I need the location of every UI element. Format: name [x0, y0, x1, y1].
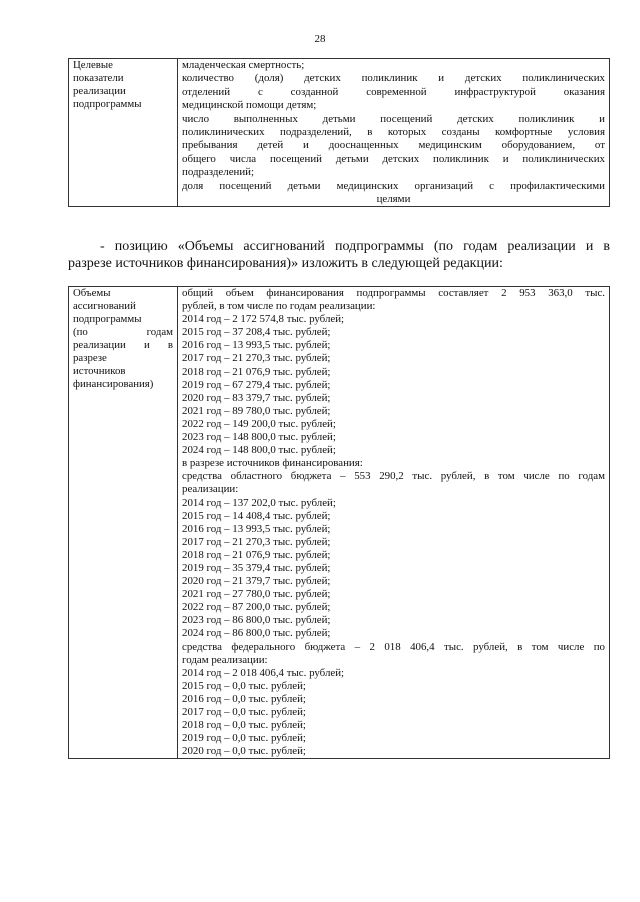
- funding-line: 2014 год – 2 172 574,8 тыс. рублей;: [182, 313, 345, 326]
- indicator-line: доля посещений детьми медицинских организаций с профилактическими: [182, 179, 605, 192]
- funding-line: 2020 год – 21 379,7 тыс. рублей;: [182, 575, 331, 588]
- indicator-line: отделений с созданной современной инфраструктурой оказания: [182, 85, 605, 98]
- funding-line: 2014 год – 137 202,0 тыс. рублей;: [182, 496, 336, 509]
- paragraph-line: разрезе источников финансирования)» изложить в следующей редакции:: [68, 256, 503, 271]
- funding-line: 2017 год – 0,0 тыс. рублей;: [182, 706, 306, 718]
- funding-line: общий объем финансирования подпрограммы составляет 2 953 363,0 тыс.: [182, 287, 605, 299]
- funding-line: 2018 год – 0,0 тыс. рублей;: [182, 719, 306, 732]
- target-indicators-content-cell: [178, 59, 610, 207]
- funding-line: 2019 год – 0,0 тыс. рублей;: [182, 732, 306, 745]
- funding-line: годам реализации:: [182, 653, 268, 666]
- funding-line: 2016 год – 13 993,5 тыс. рублей;: [182, 339, 331, 352]
- funding-line: 2024 год – 86 800,0 тыс. рублей;: [182, 627, 331, 640]
- funding-line: 2023 год – 86 800,0 тыс. рублей;: [182, 614, 331, 627]
- funding-line: 2020 год – 83 379,7 тыс. рублей;: [182, 391, 331, 404]
- indicator-line: поликлинических подразделений, в которых созданы комфортные условия: [182, 126, 605, 139]
- funding-volumes-content-cell: [178, 287, 610, 759]
- label-line: реализации: [73, 85, 126, 97]
- indicator-line: общего числа посещений детьми детских поликлиник и поликлинических: [182, 152, 605, 165]
- label-line: реализации и в: [73, 339, 173, 351]
- target-indicators-row: [69, 59, 610, 207]
- funding-line: 2022 год – 149 200,0 тыс. рублей;: [182, 417, 336, 430]
- label-line: подпрограммы: [73, 313, 142, 325]
- indicator-line: количество (доля) детских поликлиник и детских поликлинических: [182, 72, 605, 85]
- indicator-line: медицинской помощи детям;: [182, 99, 317, 112]
- funding-volumes-label-cell: [69, 287, 178, 759]
- label-line: показатели: [73, 72, 124, 84]
- funding-line: 2022 год – 87 200,0 тыс. рублей;: [182, 601, 331, 614]
- funding-line: 2015 год – 14 408,4 тыс. рублей;: [182, 509, 331, 522]
- funding-line: 2018 год – 21 076,9 тыс. рублей;: [182, 548, 331, 561]
- label-line: разрезе: [73, 352, 107, 364]
- funding-line: средства федерального бюджета – 2 018 406,4 тыс. рублей, в том числе по: [182, 640, 605, 653]
- funding-line: 2018 год – 21 076,9 тыс. рублей;: [182, 365, 331, 378]
- target-indicators-label-cell: [69, 59, 178, 207]
- funding-line: 2016 год – 13 993,5 тыс. рублей;: [182, 522, 331, 535]
- indicator-line: число выполненных детьми посещений детских поликлиник и: [182, 112, 605, 125]
- funding-line: 2023 год – 148 800,0 тыс. рублей;: [182, 431, 336, 444]
- indicator-line: подразделений;: [182, 166, 255, 179]
- funding-line: 2015 год – 0,0 тыс. рублей;: [182, 679, 306, 692]
- funding-line: 2024 год – 148 800,0 тыс. рублей;: [182, 444, 336, 457]
- label-line: источников: [73, 365, 126, 377]
- label-line: (по годам: [73, 326, 173, 338]
- funding-line: 2017 год – 21 270,3 тыс. рублей;: [182, 352, 331, 365]
- funding-line: 2021 год – 89 780,0 тыс. рублей;: [182, 404, 331, 417]
- funding-line: 2017 год – 21 270,3 тыс. рублей;: [182, 535, 331, 548]
- funding-volumes-row: [69, 287, 610, 759]
- funding-line: рублей, в том числе по годам реализации:: [182, 300, 376, 313]
- funding-line: 2014 год – 2 018 406,4 тыс. рублей;: [182, 666, 345, 679]
- funding-line: 2019 год – 35 379,4 тыс. рублей;: [182, 561, 331, 574]
- target-indicators-table: [68, 58, 610, 207]
- label-line: ассигнований: [73, 300, 136, 312]
- label-line: Объемы: [73, 287, 111, 299]
- funding-line: реализации:: [182, 483, 239, 496]
- funding-line: 2015 год – 37 208,4 тыс. рублей;: [182, 326, 331, 339]
- label-line: подпрограммы: [73, 98, 142, 110]
- paragraph-line: - позицию «Объемы ассигнований подпрограммы (по годам реализации и в: [100, 239, 610, 254]
- funding-line: средства областного бюджета – 553 290,2 тыс. рублей, в том числе по годам: [182, 470, 605, 483]
- funding-line: 2019 год – 67 279,4 тыс. рублей;: [182, 378, 331, 391]
- funding-line: 2021 год – 27 780,0 тыс. рублей;: [182, 588, 331, 601]
- funding-line: в разрезе источников финансирования:: [182, 457, 363, 470]
- indicator-line: пребывания детей и дооснащенных медицинским оборудованием, от: [182, 139, 605, 152]
- funding-line: 2020 год – 0,0 тыс. рублей;: [182, 745, 306, 758]
- label-line: Целевые: [73, 59, 113, 71]
- funding-volumes-table: [68, 286, 610, 759]
- instruction-paragraph: [68, 238, 610, 272]
- indicator-line: младенческая смертность;: [182, 59, 305, 71]
- page-number: 28: [314, 33, 326, 45]
- funding-line: 2016 год – 0,0 тыс. рублей;: [182, 692, 306, 705]
- indicator-line: целями: [376, 193, 411, 206]
- label-line: финансирования): [73, 378, 154, 390]
